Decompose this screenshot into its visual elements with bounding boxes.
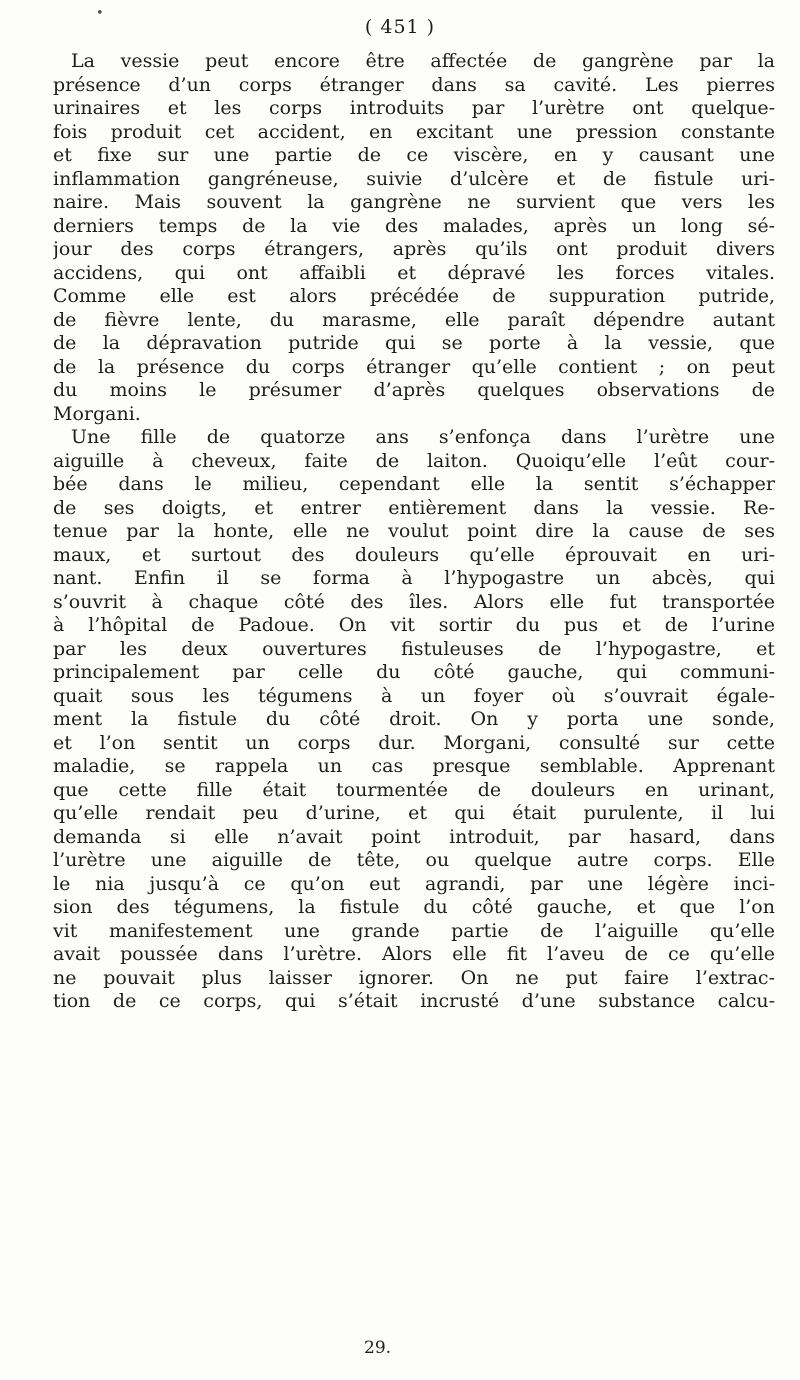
text-line: Morgani. [53,402,141,425]
text-line: ne pouvait plus laisser ignorer. On ne put faire l’extrac- [53,966,775,989]
text-line: principalement par celle du côté gauche, qui communi- [53,661,775,683]
text-line: jour des corps étrangers, après qu’ils ont produit divers [53,238,775,260]
text-line: nant. Enfin il se forma à l’hypogastre un abcès, qui [53,567,775,589]
text-line: accidens, qui ont affaibli et dépravé les forces vitales. [53,261,775,284]
text-line: quait sous les tégumens à un foyer où s’ouvrait égale- [53,684,775,707]
text-line: avait poussée dans l’urètre. Alors elle fit l’aveu de ce qu’elle [53,943,775,965]
text-line: Une fille de quatorze ans s’enfonça dans l’urètre une [71,426,775,448]
text-line: ment la fistule du côté droit. On y porta une sonde, [53,708,775,730]
text-line: vit manifestement une grande partie de l’aiguille qu’elle [53,919,775,942]
text-line: qu’elle rendait peu d’urine, et qui était purulente, il lui [53,802,775,824]
text-line: de fièvre lente, du marasme, elle paraît dépendre autant [53,308,775,331]
paragraph-2 [53,426,775,1014]
text-line: sion des tégumens, la fistule du côté gauche, et que l’on [53,896,775,918]
text-line: derniers temps de la vie des malades, après un long sé- [53,214,775,237]
text-line: de la dépravation putride qui se porte à la vessie, que [53,332,775,354]
text-line: et fixe sur une partie de ce viscère, en y causant une [53,144,775,166]
text-line: inflammation gangréneuse, suivie d’ulcère et de fistule uri- [53,167,775,190]
text-line: aiguille à cheveux, faite de laiton. Quoiqu’elle l’eût cour- [53,449,775,472]
text-line: s’ouvrit à chaque côté des îles. Alors elle fut transportée [53,590,775,613]
text-line: par les deux ouvertures fistuleuses de l’hypogastre, et [53,637,775,660]
body-text [53,50,775,1014]
text-line: l’urètre une aiguille de tête, ou quelque autre corps. Elle [53,849,775,871]
text-line: que cette fille était tourmentée de douleurs en urinant, [53,778,775,801]
text-line: du moins le présumer d’après quelques observations de [53,379,775,401]
text-line: urinaires et les corps introduits par l’urètre ont quelque- [53,97,775,119]
corner-mark: • [96,6,104,21]
text-line: demanda si elle n’avait point introduit, par hasard, dans [53,825,775,848]
text-line: maladie, se rappela un cas presque semblable. Apprenant [53,755,775,777]
text-line: Comme elle est alors précédée de suppuration putride, [53,285,775,307]
text-line: à l’hôpital de Padoue. On vit sortir du pus et de l’urine [53,614,775,636]
text-line: de la présence du corps étranger qu’elle contient ; on peut [53,355,775,378]
text-line: bée dans le milieu, cependant elle la sentit s’échapper [53,473,775,495]
text-line: tion de ce corps, qui s’était incrusté d’une substance calcu- [53,990,775,1012]
text-line: La vessie peut encore être affectée de gangrène par la [71,50,775,72]
text-line: le nia jusqu’à ce qu’on eut agrandi, par une légère inci- [53,872,775,895]
text-line: et l’on sentit un corps dur. Morgani, consulté sur cette [53,731,775,754]
text-line: tenue par la honte, elle ne voulut point dire la cause de ses [53,520,775,542]
text-line: de ses doigts, et entrer entièrement dans la vessie. Re- [53,496,775,519]
text-line: maux, et surtout des douleurs qu’elle éprouvait en uri- [53,543,775,566]
signature-mark: 29. [364,1338,392,1358]
text-line: fois produit cet accident, en excitant une pression constante [53,120,775,143]
text-line: présence d’un corps étranger dans sa cavité. Les pierres [53,73,775,96]
text-line: naire. Mais souvent la gangrène ne survient que vers les [53,191,775,213]
page-number: ( 451 ) [364,16,436,38]
paragraph-1 [53,50,775,426]
